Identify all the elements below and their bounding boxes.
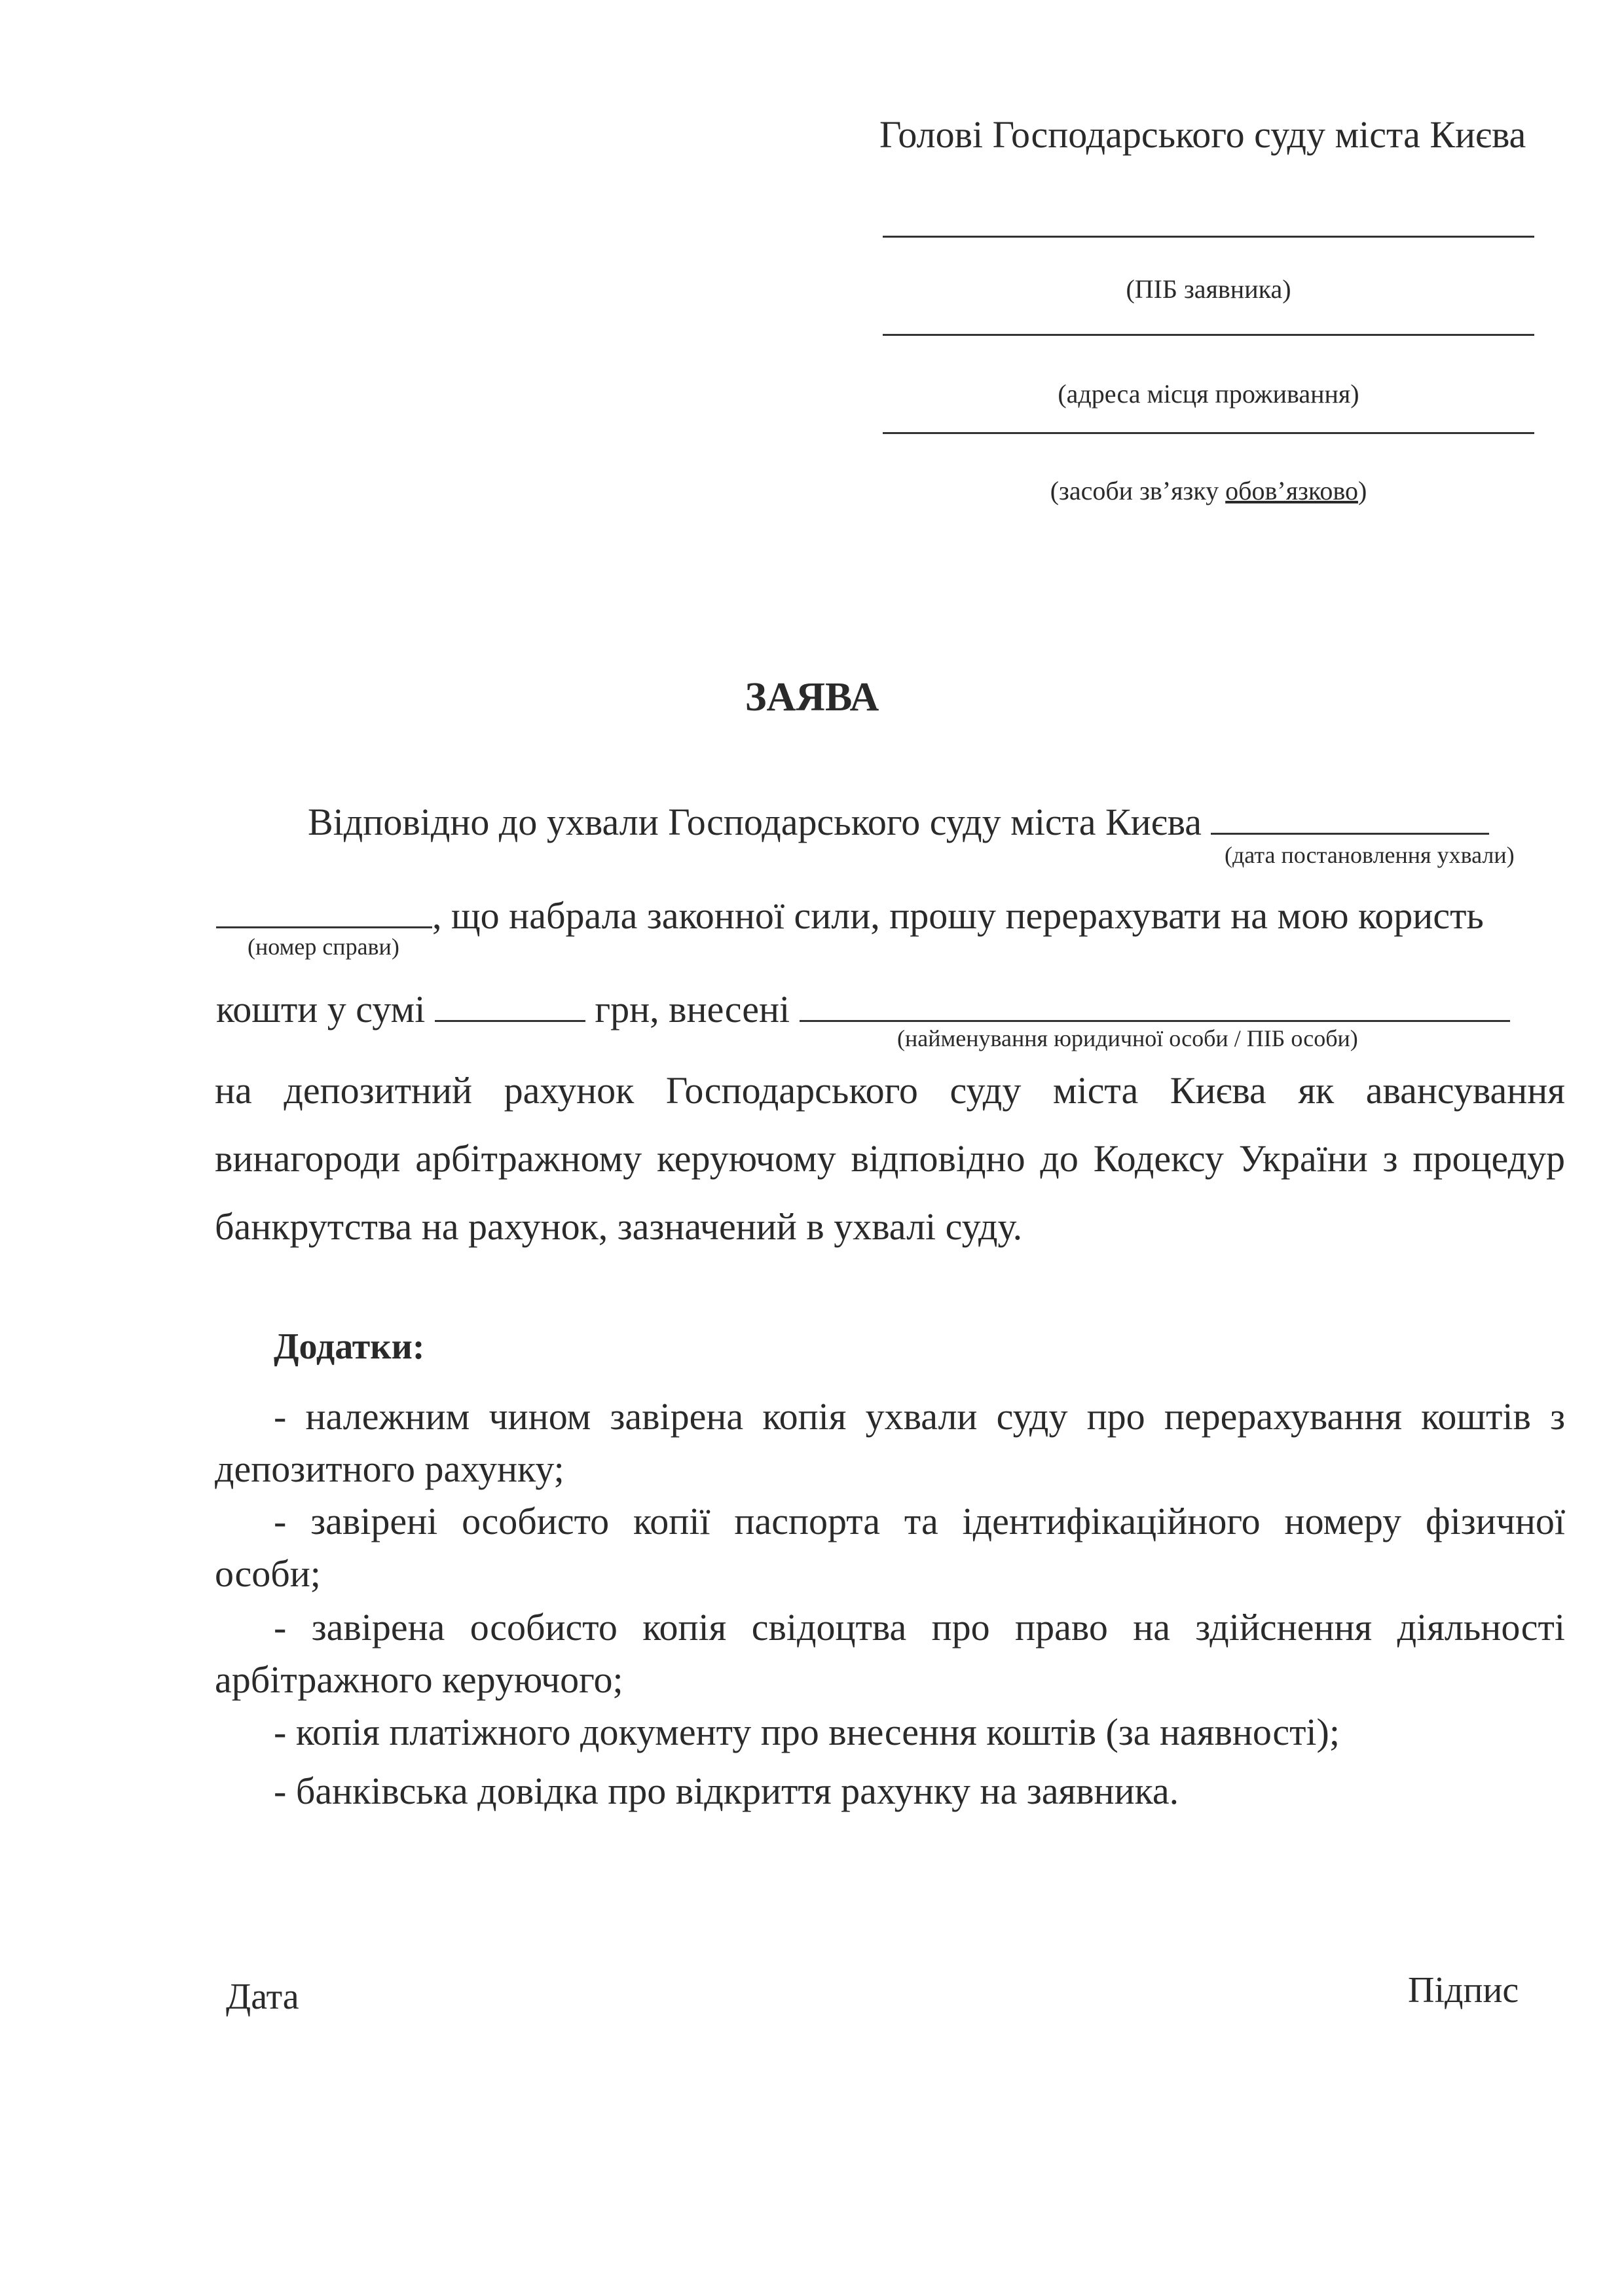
body-line-3-text-b: грн, внесені (595, 988, 790, 1030)
attachments-heading: Додатки: (274, 1326, 425, 1367)
depositor-name-caption: (найменування юридичної особи / ПІБ особи) (897, 1025, 1358, 1051)
body-line-2-text: , що набрала законної сили, прошу перерахувати на мою користь (432, 894, 1484, 937)
paragraph-line-2: винагороди арбітражному керуючому відповідно до Кодексу України з процедур (215, 1137, 1565, 1180)
applicant-name-field[interactable] (883, 236, 1534, 238)
applicant-address-field[interactable] (883, 334, 1534, 336)
resolution-date-caption: (дата постановлення ухвали) (1225, 842, 1515, 868)
contact-caption-suffix: ) (1357, 476, 1367, 505)
applicant-contact-caption (883, 475, 1534, 506)
addressee: Голові Господарського суду міста Києва (879, 113, 1526, 156)
document-title: ЗАЯВА (745, 675, 879, 720)
attachment-item-1-cont: депозитного рахунку; (215, 1448, 564, 1490)
case-number-field[interactable] (216, 900, 432, 928)
attachment-item-4: - копія платіжного документу про внесення коштів (за наявності); (274, 1711, 1340, 1753)
date-label: Дата (226, 1977, 299, 2017)
resolution-date-field[interactable] (1211, 807, 1489, 835)
contact-caption-emphasis: обов’язково (1225, 476, 1358, 505)
body-line-2 (216, 894, 1484, 938)
applicant-address-caption: (адреса місця проживання) (1058, 379, 1359, 409)
body-line-3-text-a: кошти у сумі (216, 988, 426, 1030)
paragraph-line-3: банкрутства на рахунок, зазначений в ухвалі суду. (215, 1205, 1023, 1248)
body-line-1-text: Відповідно до ухвали Господарського суду міста Києва (308, 801, 1202, 843)
contact-caption-prefix: (засоби зв’язку (1050, 476, 1226, 505)
depositor-name-field[interactable] (800, 994, 1510, 1022)
attachment-item-2: - завірені особисто копії паспорта та ідентифікаційного номеру фізичної (274, 1500, 1565, 1542)
body-line-1 (308, 800, 1489, 844)
case-number-caption: (номер справи) (248, 934, 399, 960)
attachment-item-3: - завірена особисто копія свідоцтва про право на здійснення діяльності (274, 1606, 1565, 1649)
applicant-name-caption: (ПІБ заявника) (1126, 274, 1291, 304)
signature-label: Підпис (1408, 1970, 1519, 2011)
attachment-item-5: - банківська довідка про відкриття рахунку на заявника. (274, 1770, 1179, 1812)
attachment-item-3-cont: арбітражного керуючого; (215, 1658, 623, 1701)
amount-field[interactable] (435, 994, 585, 1022)
paragraph-line-1: на депозитний рахунок Господарського суду міста Києва як авансування (215, 1069, 1565, 1112)
attachment-item-1: - належним чином завірена копія ухвали суду про перерахування коштів з (274, 1395, 1565, 1438)
applicant-contact-field[interactable] (883, 432, 1534, 434)
attachment-item-2-cont: особи; (215, 1552, 321, 1595)
